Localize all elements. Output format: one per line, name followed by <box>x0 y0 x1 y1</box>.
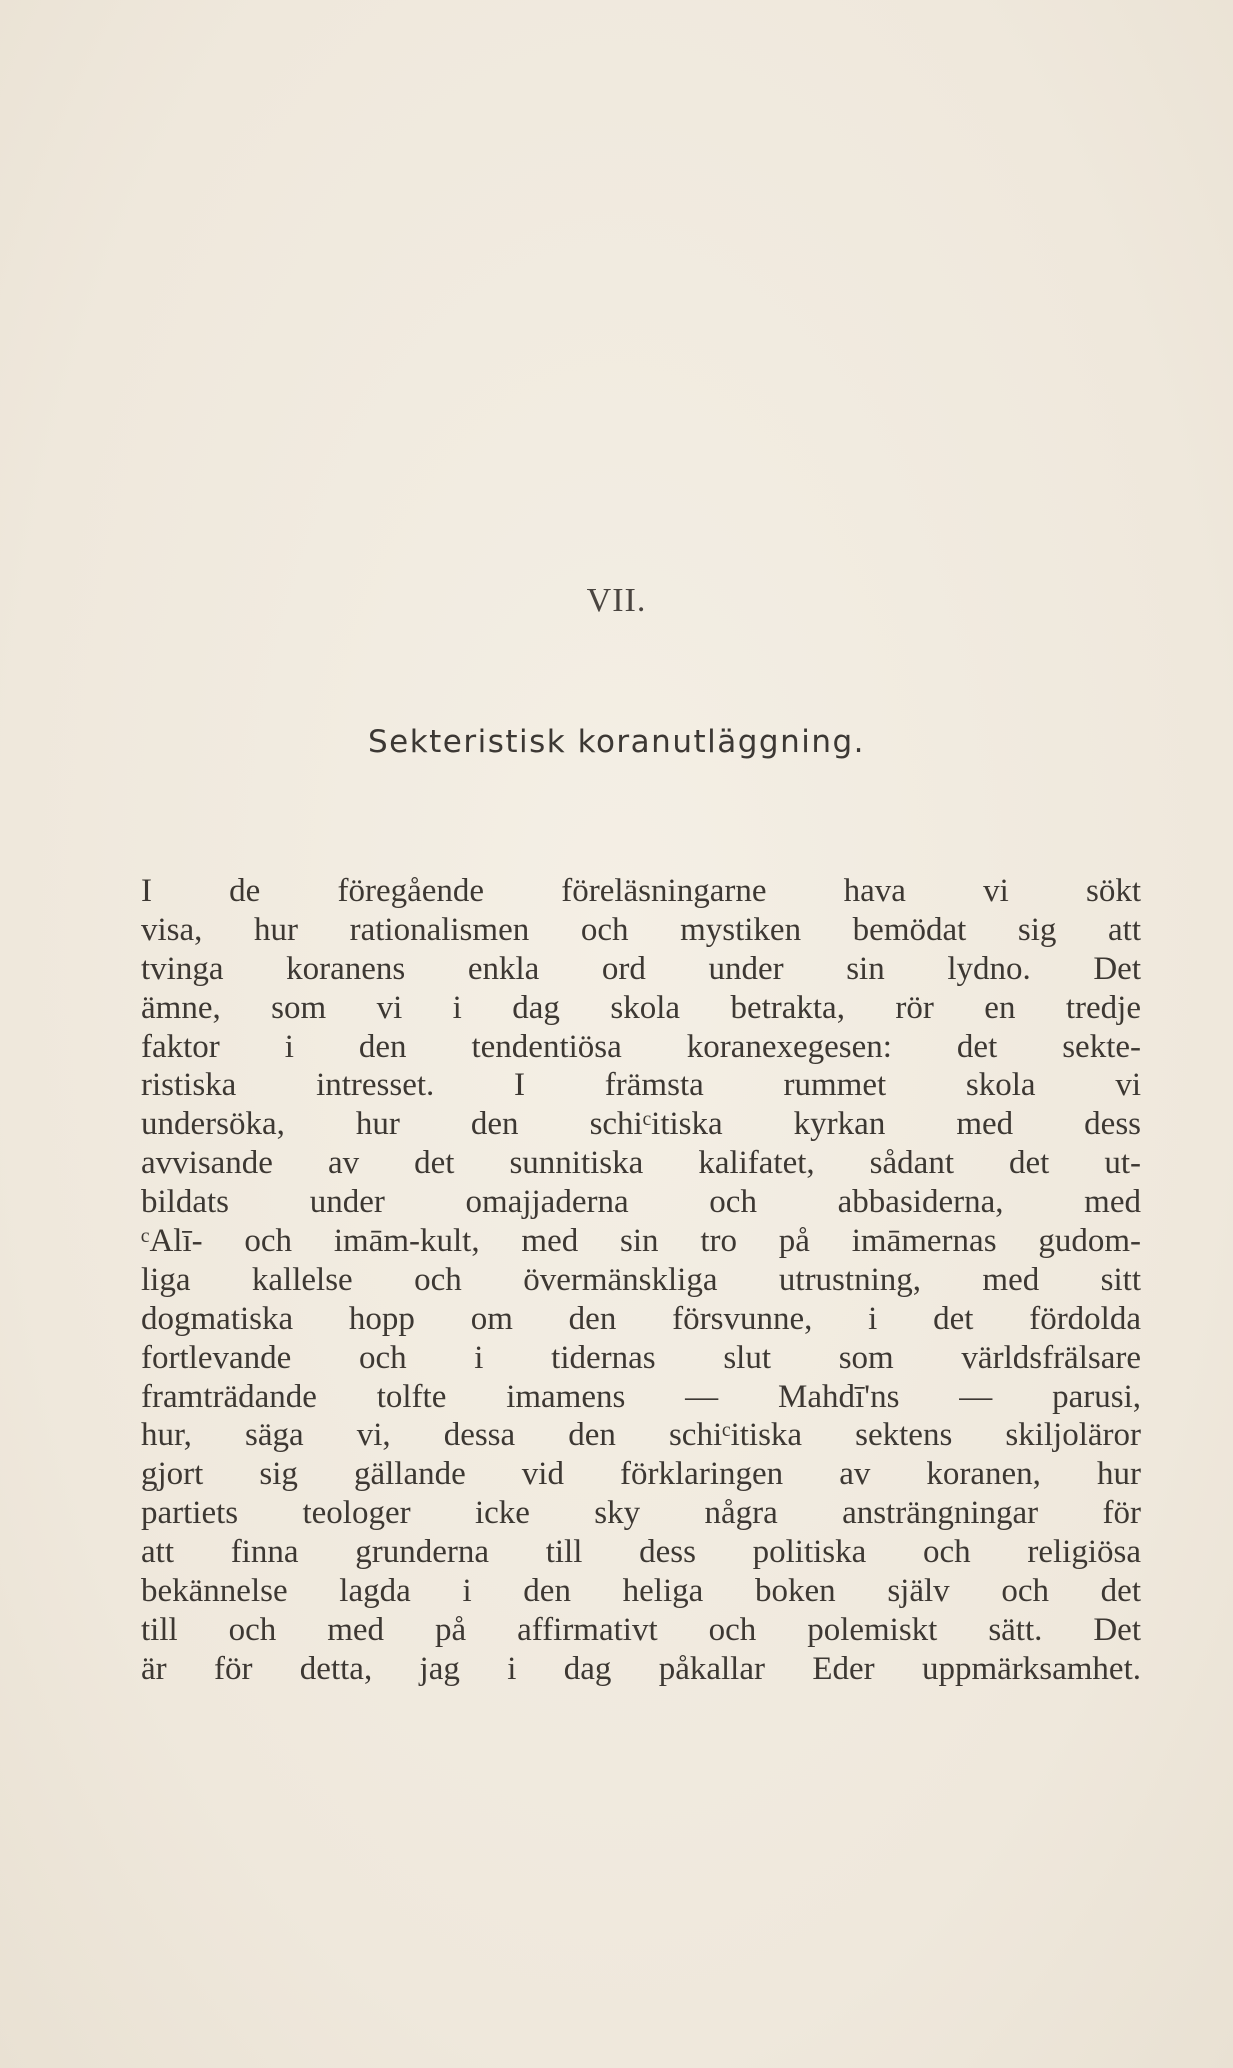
text-line: bildats under omajjaderna och abbasiderna, med <box>141 1184 1141 1221</box>
text-line: liga kallelse och övermänskliga utrustning, med sitt <box>141 1261 1141 1298</box>
text-line: I de föregående föreläsningarne hava vi sökt <box>141 873 1141 909</box>
chapter-number: VII. <box>586 582 647 619</box>
text-line: tvinga koranens enkla ord under sin lydno. Det <box>141 950 1141 987</box>
text-line: bekännelse lagda i den heliga boken själv och det <box>141 1573 1141 1610</box>
text-line: ristiska intresset. I främsta rummet skola vi <box>141 1067 1141 1104</box>
text-line: partiets teologer icke sky några ansträngningar för <box>141 1495 1141 1532</box>
text-line: avvisande av det sunnitiska kalifatet, sådant det ut- <box>141 1145 1141 1182</box>
text-line: hur, säga vi, dessa den schiᶜitiska sektens skiljoläror <box>141 1417 1141 1454</box>
text-line: att finna grunderna till dess politiska och religiösa <box>141 1534 1141 1571</box>
text-line: undersöka, hur den schiᶜitiska kyrkan med dess <box>141 1106 1141 1143</box>
text-line: dogmatiska hopp om den försvunne, i det fördolda <box>141 1300 1141 1337</box>
text-line: framträdande tolfte imamens — Mahdī'ns — parusi, <box>141 1378 1141 1415</box>
text-line: är för detta, jag i dag påkallar Eder uppmärksamhet. <box>141 1650 1141 1687</box>
text-line: fortlevande och i tidernas slut som världsfrälsare <box>141 1339 1141 1376</box>
text-line: till och med på affirmativt och polemiskt sätt. Det <box>141 1611 1141 1648</box>
text-line: visa, hur rationalismen och mystiken bemödat sig att <box>141 911 1141 948</box>
text-line: ämne, som vi i dag skola betrakta, rör en tredje <box>141 989 1141 1026</box>
chapter-title: Sekteristisk koranutläggning. <box>367 724 866 760</box>
text-line: ᶜAlī- och imām-kult, med sin tro på imāmernas gudom- <box>141 1223 1141 1260</box>
text-line: gjort sig gällande vid förklaringen av koranen, hur <box>141 1456 1141 1493</box>
body-paragraph <box>141 872 1141 1689</box>
text-line: faktor i den tendentiösa koranexegesen: det sekte- <box>141 1028 1141 1065</box>
